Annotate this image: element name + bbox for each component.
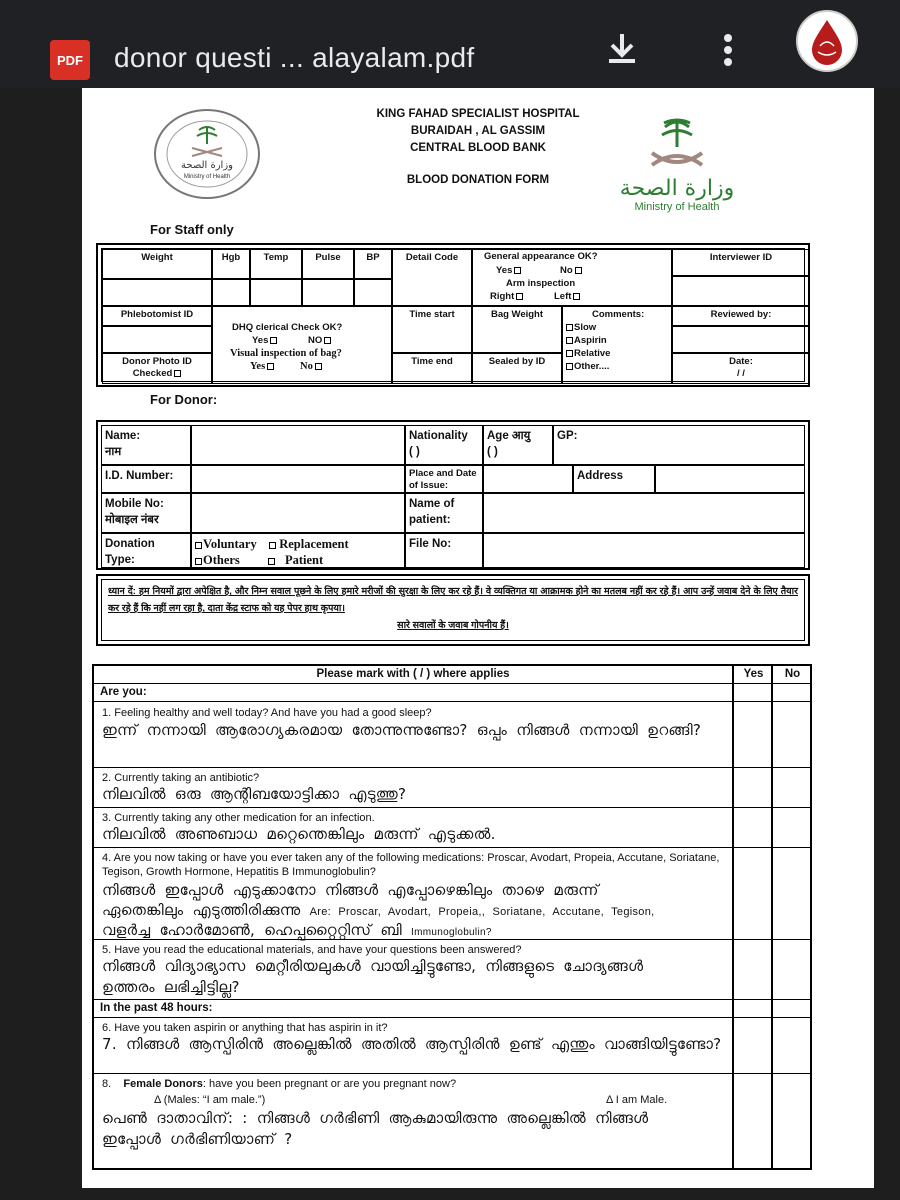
more-vert-icon[interactable]: [716, 28, 740, 72]
bp-label: BP: [354, 249, 392, 279]
age-label: Age आयु: [487, 430, 531, 442]
weight-label: Weight: [102, 249, 212, 279]
yes-header: Yes: [743, 668, 764, 680]
donor-photo-id-label: Donor Photo ID: [122, 356, 192, 367]
blood-drop-logo-icon[interactable]: [796, 10, 858, 72]
pulse-input[interactable]: [302, 279, 354, 306]
place-date-issue-label: Place and Date of Issue:: [405, 465, 483, 493]
question-2: 2. Currently taking an antibiotic? നിലവിൽ ഒരു ആന്റിബയോട്ടിക്കാ എടുത്തു?: [94, 768, 810, 808]
patient-name-label: Name of patient:: [405, 493, 483, 533]
nationality-cell: [405, 425, 483, 465]
notice-confidential: सारे सवालों के जवाब गोपनीय हैं।: [397, 620, 509, 631]
bag-weight-label: Bag Weight: [472, 306, 562, 353]
place-date-issue-input[interactable]: [483, 465, 573, 493]
patient-option[interactable]: Patient: [268, 553, 323, 567]
svg-text:وزارة الصحة: وزارة الصحة: [619, 176, 735, 201]
pulse-label: Pulse: [302, 249, 354, 279]
sealed-by-id-label: Sealed by ID: [472, 353, 562, 384]
age-cell: [483, 425, 553, 465]
staff-table: [96, 243, 810, 387]
donor-section-heading: For Donor:: [150, 392, 218, 407]
dhq-no[interactable]: NO: [308, 335, 331, 347]
questionnaire-header: [94, 666, 810, 684]
others-option[interactable]: Others: [195, 553, 240, 567]
visual-inspection-label: Visual inspection of bag?: [230, 348, 342, 359]
donation-type-label: Donation Type:: [101, 533, 191, 568]
svg-text:Ministry of Health: Ministry of Health: [183, 174, 231, 180]
nationality-input[interactable]: ( ): [409, 446, 420, 458]
time-start-label: Time start: [392, 306, 472, 353]
question-4: 4. Are you now taking or have you ever taken any of the following medications: Proscar, Avodart, Propeia, Accutane, Soriatane, Tegison, Growth Hormone, Hepatitis B Immunoglobulin? നിങ്ങൾ ഇപ്പോൾ എടുക്കാനോ നിങ്ങൾ എപ്പോഴെങ്കിലും താഴെ മരുന്ന് ഏതെങ്കിലും എടുത്തിരിക്കുന്നു Are: Proscar, Avodart, Propeia,, Soriatane, Accutane, Tegison, വളർച്ച ഹോർമോൺ, ഹെപ്പറ്റൈറ്റിസ് ബി Immunoglobulin?: [94, 848, 810, 940]
question-6-7: 6. Have you taken aspirin or anything that has aspirin in it? 7. നിങ്ങൾ ആസ്പിരിൻ അല്ലെങ്കിൽ അതിൽ ആസ്പിരിൻ ഉണ്ട് എന്തും വാങ്ങിയിട്ടുണ്ടോ?: [94, 1018, 810, 1074]
name-label-cell: [101, 425, 191, 465]
question-5: 5. Have you read the educational materials, and have your questions been answered? നിങ്ങൾ വിദ്യാഭ്യാസ മെറ്റീരിയലുകൾ വായിച്ചിട്ടുണ്ടോ, നിങ്ങളുടെ ചോദ്യങ്ങൾ ഉത്തരം ലഭിച്ചിട്ടില്ല?: [94, 940, 810, 1000]
mobile-label-hindi: मोबाइल नंबर: [105, 514, 159, 526]
temp-input[interactable]: [250, 279, 302, 306]
gp-cell[interactable]: [553, 425, 805, 465]
ministry-of-health-logo: [612, 113, 742, 213]
section-past-48-hours: In the past 48 hours:: [94, 1000, 810, 1018]
no-header: No: [784, 668, 801, 680]
staff-section-heading: For Staff only: [150, 222, 234, 237]
age-input[interactable]: ( ): [487, 446, 498, 458]
mobile-label: Mobile No:: [105, 498, 164, 510]
id-number-label: I.D. Number:: [101, 465, 191, 493]
visual-no[interactable]: No: [300, 361, 322, 373]
phlebotomist-id-input[interactable]: [102, 326, 212, 353]
comment-aspirin[interactable]: Aspirin: [566, 335, 607, 347]
question-1: 1. Feeling healthy and well today? And have you had a good sleep? ഇന്ന് നന്നായി ആരോഗ്യകരമായ തോന്നുന്നുണ്ടോ? ഒപ്പം നിങ്ങൾ നന്നായി ഉറങ്ങി?: [94, 702, 810, 768]
dhq-check-label: DHQ clerical Check OK?: [232, 322, 343, 333]
date-input[interactable]: / /: [737, 368, 745, 379]
name-label: Name:: [105, 430, 141, 442]
name-label-hindi: नाम: [105, 446, 122, 458]
i-am-male-option[interactable]: Δ I am Male.: [606, 1094, 668, 1106]
arm-right[interactable]: Right: [490, 291, 523, 303]
arm-inspection-label: Arm inspection: [506, 278, 576, 289]
gp-label: GP:: [557, 430, 578, 442]
time-end-label: Time end: [392, 353, 472, 384]
download-icon[interactable]: [600, 28, 644, 72]
donor-table: [96, 420, 810, 570]
file-no-input[interactable]: [483, 533, 805, 568]
interviewer-id-input[interactable]: [672, 276, 810, 306]
file-no-label: File No:: [405, 533, 483, 568]
males-option[interactable]: Δ (Males: “I am male.”): [154, 1094, 266, 1106]
hgb-input[interactable]: [212, 279, 250, 306]
comment-relative[interactable]: Relative: [566, 348, 610, 360]
bp-input[interactable]: [354, 279, 392, 306]
form-title: BLOOD DONATION FORM: [406, 174, 550, 186]
blood-bank-name: CENTRAL BLOOD BANK: [410, 142, 546, 154]
visual-yes[interactable]: Yes: [250, 361, 274, 373]
donation-type-options: [191, 533, 405, 568]
address-input[interactable]: [655, 465, 805, 493]
comment-slow[interactable]: Slow: [566, 322, 596, 334]
arm-left[interactable]: Left: [554, 291, 580, 303]
pdf-page: [82, 88, 874, 1188]
temp-label: Temp: [250, 249, 302, 279]
questionnaire-table: [92, 664, 812, 1170]
patient-name-input[interactable]: [483, 493, 805, 533]
mobile-input[interactable]: [191, 493, 405, 533]
id-number-input[interactable]: [191, 465, 405, 493]
date-label: Date:: [729, 356, 753, 367]
mobile-label-cell: [101, 493, 191, 533]
phlebotomist-id-label: Phlebotomist ID: [102, 306, 212, 326]
svg-text:وزارة الصحة: وزارة الصحة: [181, 160, 233, 171]
question-8: 8. Female Donors: have you been pregnant or are you pregnant now? Δ (Males: “I am male.”) Δ I am Male. പെൺ ദാതാവിന്: : നിങ്ങൾ ഗർഭിണി ആകുമായിരുന്നു അല്ലെങ്കിൽ നിങ്ങൾ ഇപ്പോൾ ഗർഭിണിയാണ് ?: [102, 1078, 668, 1148]
hospital-city: BURAIDAH , AL GASSIM: [410, 125, 546, 137]
name-input[interactable]: [191, 425, 405, 465]
appearance-yes[interactable]: Yes: [496, 265, 521, 277]
section-are-you: Are you:: [94, 684, 810, 702]
donor-photo-id-cell: [102, 353, 212, 384]
hgb-label: Hgb: [212, 249, 250, 279]
address-label: Address: [573, 465, 655, 493]
pdf-file-icon: PDF: [50, 40, 90, 80]
interviewer-id-label: Interviewer ID: [672, 249, 810, 276]
dhq-yes[interactable]: Yes: [252, 335, 277, 347]
reviewed-by-input[interactable]: [672, 326, 810, 353]
donor-photo-checked[interactable]: Checked: [103, 368, 211, 380]
date-cell: [672, 353, 810, 384]
viewer-toolbar: [0, 0, 900, 88]
nationality-label: Nationality: [409, 430, 468, 442]
weight-input[interactable]: [102, 279, 212, 306]
privacy-notice: [96, 574, 810, 646]
replacement-option[interactable]: Replacement: [269, 537, 348, 551]
general-appearance-label: General appearance OK?: [484, 251, 598, 262]
comments-label: Comments:: [592, 309, 645, 320]
reviewed-by-label: Reviewed by:: [672, 306, 810, 326]
appearance-no[interactable]: No: [560, 265, 582, 277]
question-3: 3. Currently taking any other medication for an infection. നിലവിൽ അണുബാധ മറ്റെന്തെങ്കിലും മരുന്ന് എടുക്കൽ.: [94, 808, 810, 848]
svg-text:Ministry of Health: Ministry of Health: [634, 201, 720, 213]
notice-text: ध्यान दें: हम नियमों द्वारा अपेक्षित है, और निम्न सवाल पूछने के लिए हमारे मरीजों की सुरक्षा के लिए कर रहे हैं। वे व्यक्तिगत या आक्रामक होने का मतलब नहीं कर रहे हैं। आप उन्हें जवाब देने के लिए तैयार कर रहे हैं कि नहीं लग रहा है, दाता केंद्र स्टाफ को यह पेपर हाथ कृपया।: [108, 586, 798, 614]
comment-other[interactable]: Other....: [566, 361, 609, 373]
detail-code-label: Detail Code: [392, 249, 472, 306]
mark-instruction: Please mark with ( / ) where applies: [316, 668, 510, 680]
hospital-name: KING FAHAD SPECIALIST HOSPITAL: [376, 108, 580, 120]
voluntary-option[interactable]: Voluntary: [195, 537, 257, 551]
file-title: donor questi ... alayalam.pdf: [114, 42, 475, 73]
